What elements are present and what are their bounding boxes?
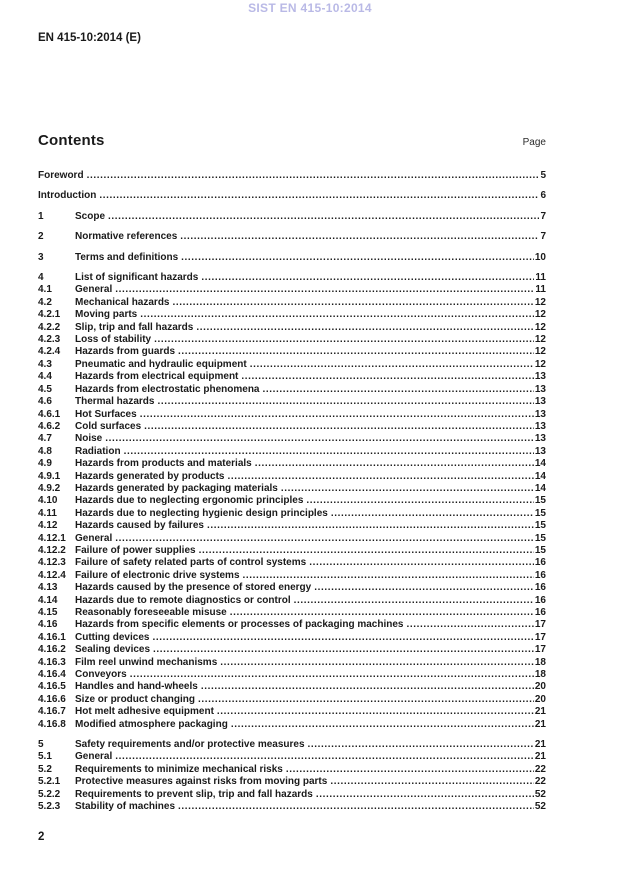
toc-entry-page: 18 bbox=[534, 656, 546, 668]
toc-entry-title: Normative references bbox=[75, 231, 178, 243]
toc-entry-number: 4.4 bbox=[38, 371, 52, 383]
toc-entry-title: General bbox=[75, 751, 113, 763]
toc-entry bbox=[38, 619, 546, 631]
toc-entry-number: 4.9 bbox=[38, 458, 52, 470]
toc-entry-number: 4.10 bbox=[38, 495, 58, 507]
toc-entry bbox=[38, 739, 546, 751]
toc-entry-number: 5.2.1 bbox=[38, 776, 61, 788]
toc-entry bbox=[38, 211, 546, 223]
dot-leader bbox=[207, 520, 534, 532]
toc-entry-title: Mechanical hazards bbox=[75, 296, 170, 308]
toc-entry-page: 7 bbox=[540, 210, 546, 222]
toc-entry bbox=[38, 359, 546, 371]
toc-entry-title: Safety requirements and/or protective measures bbox=[75, 739, 305, 751]
toc-entry bbox=[38, 789, 546, 801]
toc-entry-number: 4.16.2 bbox=[38, 644, 66, 656]
toc-entry-page: 15 bbox=[534, 532, 546, 544]
toc-entry-number: 4.1 bbox=[38, 284, 52, 296]
toc-entry bbox=[38, 520, 546, 532]
toc-entry-page: 16 bbox=[534, 594, 546, 606]
toc-entry-number: 4.9.2 bbox=[38, 482, 61, 494]
dot-leader bbox=[199, 545, 534, 557]
dot-leader bbox=[87, 170, 540, 182]
toc-entry bbox=[38, 694, 546, 706]
dot-leader bbox=[99, 190, 539, 202]
toc-entry-number: 5.1 bbox=[38, 751, 52, 763]
toc-entry-number: 4.5 bbox=[38, 383, 52, 395]
toc-entry bbox=[38, 595, 546, 607]
dot-leader bbox=[178, 346, 534, 358]
toc-entry bbox=[38, 632, 546, 644]
dot-leader bbox=[227, 471, 533, 483]
toc-entry-page: 22 bbox=[534, 776, 546, 788]
toc-entry bbox=[38, 471, 546, 483]
toc-entry-page: 13 bbox=[534, 408, 546, 420]
toc-entry bbox=[38, 309, 546, 321]
toc-entry-title: Noise bbox=[75, 433, 103, 445]
toc-entry bbox=[38, 284, 546, 296]
dot-leader bbox=[196, 322, 534, 334]
toc-entry-page: 12 bbox=[534, 309, 546, 321]
toc-list bbox=[38, 170, 546, 814]
toc-entry-number: 4.16 bbox=[38, 619, 58, 631]
toc-entry-number: 5 bbox=[38, 739, 44, 751]
toc-entry-page: 21 bbox=[534, 718, 546, 730]
dot-leader bbox=[180, 231, 539, 243]
toc-entry-number: 4.8 bbox=[38, 445, 52, 457]
contents-title: Contents bbox=[38, 132, 105, 149]
toc-entry-page: 16 bbox=[534, 569, 546, 581]
dot-leader bbox=[263, 384, 534, 396]
toc-entry-number: 4.6 bbox=[38, 396, 52, 408]
dot-leader bbox=[406, 619, 533, 631]
dot-leader bbox=[281, 483, 534, 495]
toc-entry-number: 4.16.5 bbox=[38, 681, 66, 693]
toc-entry bbox=[38, 495, 546, 507]
toc-entry-number: 5.2.3 bbox=[38, 801, 61, 813]
toc-entry-number: 4.12 bbox=[38, 520, 58, 532]
dot-leader bbox=[201, 681, 534, 693]
toc-entry-title: Moving parts bbox=[75, 309, 138, 321]
toc-entry-page: 13 bbox=[534, 371, 546, 383]
toc-entry bbox=[38, 706, 546, 718]
toc-entry bbox=[38, 764, 546, 776]
dot-leader bbox=[220, 657, 534, 669]
toc-entry bbox=[38, 801, 546, 813]
toc-entry-number: 4.15 bbox=[38, 607, 58, 618]
toc-entry-title: Failure of electronic drive systems bbox=[75, 569, 240, 581]
toc-entry-page: 14 bbox=[534, 458, 546, 470]
toc-entry-title: Hazards from products and materials bbox=[75, 458, 252, 470]
toc-entry-title: Failure of safety related parts of control systems bbox=[75, 557, 307, 569]
toc-entry-number: 4.2 bbox=[38, 296, 52, 308]
toc-entry-page: 21 bbox=[534, 739, 546, 751]
toc-entry-title: Hazards due to neglecting ergonomic principles bbox=[75, 495, 304, 507]
toc-entry bbox=[38, 409, 546, 421]
toc-entry-title: General bbox=[75, 532, 113, 544]
toc-entry-number: 4.2.2 bbox=[38, 321, 61, 333]
dot-leader bbox=[115, 751, 534, 763]
dot-leader bbox=[250, 359, 534, 371]
toc-entry-number: 1 bbox=[38, 210, 44, 222]
dot-leader bbox=[294, 595, 534, 607]
toc-entry-number: 4.12.1 bbox=[38, 532, 66, 544]
toc-entry-page: 6 bbox=[540, 190, 546, 202]
toc-entry-title: Requirements to minimize mechanical risks bbox=[75, 763, 283, 775]
toc-entry bbox=[38, 297, 546, 309]
toc-entry bbox=[38, 669, 546, 681]
toc-entry bbox=[38, 557, 546, 569]
toc-entry-title: Stability of machines bbox=[75, 801, 176, 813]
dot-leader bbox=[115, 284, 534, 296]
toc-entry bbox=[38, 384, 546, 396]
toc-entry-number: 4.16.8 bbox=[38, 718, 66, 730]
toc-entry-page: 11 bbox=[535, 284, 546, 296]
dot-leader bbox=[241, 371, 533, 383]
dot-leader bbox=[172, 297, 533, 309]
dot-leader bbox=[130, 669, 534, 681]
toc-entry-title: Size or product changing bbox=[75, 693, 196, 705]
toc-entry-title: Thermal hazards bbox=[75, 396, 155, 408]
toc-entry-page: 52 bbox=[534, 788, 546, 800]
toc-entry-number: 4.16.4 bbox=[38, 669, 66, 681]
dot-leader bbox=[201, 272, 534, 284]
dot-leader bbox=[154, 334, 534, 346]
dot-leader bbox=[306, 495, 534, 507]
toc-entry-title: Requirements to prevent slip, trip and fall hazards bbox=[75, 788, 313, 800]
toc-entry bbox=[38, 483, 546, 495]
toc-entry-title: Loss of stability bbox=[75, 334, 152, 346]
toc-entry-title: Hot Surfaces bbox=[75, 408, 137, 420]
toc-entry-page: 16 bbox=[534, 582, 546, 594]
toc-entry bbox=[38, 508, 546, 520]
dot-leader bbox=[124, 446, 534, 458]
toc-entry bbox=[38, 719, 546, 731]
toc-entry-number: 4 bbox=[38, 272, 44, 284]
dot-leader bbox=[152, 632, 533, 644]
toc-entry bbox=[38, 644, 546, 656]
toc-entry-page: 20 bbox=[534, 693, 546, 705]
dot-leader bbox=[140, 409, 534, 421]
toc-entry-number: 4.11 bbox=[38, 507, 57, 519]
toc-entry-page: 16 bbox=[534, 607, 546, 618]
dot-leader bbox=[286, 764, 534, 776]
page-column-label: Page bbox=[522, 137, 546, 148]
toc-entry-title: Hazards generated by packaging materials bbox=[75, 482, 278, 494]
dot-leader bbox=[309, 557, 534, 569]
toc-entry bbox=[38, 231, 546, 243]
dot-leader bbox=[178, 801, 534, 813]
toc-entry-title: Hazards generated by products bbox=[75, 470, 225, 482]
toc-entry bbox=[38, 458, 546, 470]
toc-entry-page: 10 bbox=[534, 251, 546, 263]
toc-entry-page: 12 bbox=[534, 321, 546, 333]
toc-entry-title: Film reel unwind mechanisms bbox=[75, 656, 218, 668]
toc-entry-title: Hazards caused by the presence of stored energy bbox=[75, 582, 312, 594]
dot-leader bbox=[314, 582, 534, 594]
dot-leader bbox=[331, 508, 534, 520]
dot-leader bbox=[217, 706, 534, 718]
toc-entry bbox=[38, 421, 546, 433]
dot-leader bbox=[198, 694, 534, 706]
toc-entry-title: Protective measures against risks from moving parts bbox=[75, 776, 328, 788]
toc-entry-number: 4.2.1 bbox=[38, 309, 61, 321]
dot-leader bbox=[255, 458, 534, 470]
toc-entry bbox=[38, 252, 546, 264]
toc-entry-title: Cold surfaces bbox=[75, 420, 142, 432]
toc-entry-title: Hazards due to remote diagnostics or control bbox=[75, 594, 291, 606]
toc-entry-title: Hazards from guards bbox=[75, 346, 176, 358]
toc-entry-number: 4.2.4 bbox=[38, 346, 61, 358]
toc-entry-title: Hazards from electrostatic phenomena bbox=[75, 383, 260, 395]
toc-entry-number: 4.12.4 bbox=[38, 569, 66, 581]
toc-entry-page: 12 bbox=[534, 296, 546, 308]
toc-entry-number: 4.3 bbox=[38, 358, 52, 370]
toc-entry-page: 12 bbox=[534, 346, 546, 358]
toc-entry bbox=[38, 657, 546, 669]
toc-entry-title: Scope bbox=[75, 210, 106, 222]
toc-entry-page: 15 bbox=[534, 544, 546, 556]
toc-entry-number: 4.12.2 bbox=[38, 544, 66, 556]
toc-entry-page: 16 bbox=[534, 557, 546, 569]
toc-entry-title: General bbox=[75, 284, 113, 296]
toc-entry-title: Pneumatic and hydraulic equipment bbox=[75, 358, 247, 370]
toc-entry-number: 4.13 bbox=[38, 582, 58, 594]
toc-entry bbox=[38, 190, 546, 202]
dot-leader bbox=[105, 433, 534, 445]
toc-entry-title: Hazards due to neglecting hygienic design principles bbox=[75, 507, 328, 519]
dot-leader bbox=[230, 607, 534, 619]
toc-entry-page: 13 bbox=[534, 420, 546, 432]
toc-entry-title: Hot melt adhesive equipment bbox=[75, 706, 214, 718]
toc-entry-number: 4.6.2 bbox=[38, 420, 61, 432]
toc-entry-title: Cutting devices bbox=[75, 631, 150, 643]
toc-entry-page: 11 bbox=[535, 272, 546, 284]
toc-entry-title: Introduction bbox=[38, 190, 97, 202]
dot-leader bbox=[115, 533, 534, 545]
dot-leader bbox=[330, 776, 534, 788]
toc-entry-title: Sealing devices bbox=[75, 644, 151, 656]
dot-leader bbox=[140, 309, 534, 321]
toc-entry-number: 4.6.1 bbox=[38, 408, 61, 420]
dot-leader bbox=[153, 644, 534, 656]
toc-entry bbox=[38, 446, 546, 458]
toc-entry bbox=[38, 751, 546, 763]
footer-page-number: 2 bbox=[38, 831, 45, 843]
toc-entry-title: Conveyors bbox=[75, 669, 127, 681]
toc-entry-number: 4.2.3 bbox=[38, 334, 61, 346]
toc-entry-title: Hazards caused by failures bbox=[75, 520, 204, 532]
toc-entry-page: 7 bbox=[540, 231, 546, 243]
toc-entry-page: 12 bbox=[534, 358, 546, 370]
dot-leader bbox=[181, 252, 534, 264]
toc-entry-number: 4.16.3 bbox=[38, 656, 66, 668]
toc-entry-title: List of significant hazards bbox=[75, 272, 199, 284]
toc-entry-page: 15 bbox=[534, 520, 546, 532]
toc-entry-page: 17 bbox=[534, 631, 546, 643]
dot-leader bbox=[108, 211, 539, 223]
toc-entry bbox=[38, 607, 546, 619]
toc-entry bbox=[38, 346, 546, 358]
toc-entry bbox=[38, 322, 546, 334]
toc-entry-title: Radiation bbox=[75, 445, 121, 457]
toc-entry-title: Modified atmosphere packaging bbox=[75, 718, 228, 730]
toc-entry-title: Failure of power supplies bbox=[75, 544, 196, 556]
toc-entry-page: 17 bbox=[534, 644, 546, 656]
toc-entry-page: 12 bbox=[534, 334, 546, 346]
toc-entry-title: Handles and hand-wheels bbox=[75, 681, 198, 693]
toc-entry-page: 21 bbox=[534, 751, 546, 763]
toc-entry-page: 52 bbox=[534, 801, 546, 813]
toc-entry-page: 5 bbox=[540, 170, 546, 181]
toc-entry bbox=[38, 433, 546, 445]
toc-entry-number: 5.2.2 bbox=[38, 788, 61, 800]
toc-entry-number: 4.9.1 bbox=[38, 470, 61, 482]
document-reference: EN 415-10:2014 (E) bbox=[38, 32, 141, 44]
toc-entry-page: 14 bbox=[534, 482, 546, 494]
toc-entry bbox=[38, 570, 546, 582]
sist-watermark: SIST EN 415-10:2014 bbox=[248, 1, 372, 15]
toc-entry bbox=[38, 170, 546, 182]
toc-entry-page: 15 bbox=[534, 495, 546, 507]
dot-leader bbox=[157, 396, 533, 408]
toc-entry-number: 4.16.6 bbox=[38, 693, 66, 705]
toc-entry-page: 13 bbox=[534, 445, 546, 457]
toc-entry-number: 4.7 bbox=[38, 433, 52, 445]
toc-entry-number: 4.12.3 bbox=[38, 557, 66, 569]
toc-entry-number: 5.2 bbox=[38, 763, 52, 775]
toc-entry-number: 2 bbox=[38, 231, 44, 243]
toc-entry-page: 20 bbox=[534, 681, 546, 693]
dot-leader bbox=[316, 789, 534, 801]
dot-leader bbox=[231, 719, 534, 731]
toc-entry-title: Hazards from electrical equipment bbox=[75, 371, 239, 383]
toc-entry-number: 3 bbox=[38, 251, 44, 263]
toc-entry-title: Slip, trip and fall hazards bbox=[75, 321, 194, 333]
contents-header bbox=[38, 132, 546, 149]
toc-entry-title: Terms and definitions bbox=[75, 251, 179, 263]
toc-entry-number: 4.14 bbox=[38, 594, 58, 606]
toc-entry-title: Reasonably foreseeable misuse bbox=[75, 607, 227, 618]
toc-entry bbox=[38, 272, 546, 284]
toc-entry bbox=[38, 533, 546, 545]
toc-entry-page: 14 bbox=[534, 470, 546, 482]
toc-entry-page: 17 bbox=[534, 619, 546, 631]
toc-entry-page: 22 bbox=[534, 763, 546, 775]
toc-entry bbox=[38, 681, 546, 693]
toc-entry bbox=[38, 371, 546, 383]
toc-entry-page: 13 bbox=[534, 396, 546, 408]
dot-leader bbox=[308, 739, 534, 751]
toc-entry-number: 4.16.7 bbox=[38, 706, 66, 718]
toc-entry-page: 18 bbox=[534, 669, 546, 681]
toc-entry-title: Hazards from specific elements or processes of packaging machines bbox=[75, 619, 404, 631]
toc-entry-page: 15 bbox=[534, 507, 546, 519]
toc-entry-page: 13 bbox=[534, 383, 546, 395]
toc-entry bbox=[38, 776, 546, 788]
toc-entry-number: 4.16.1 bbox=[38, 631, 66, 643]
toc-entry bbox=[38, 545, 546, 557]
toc-entry bbox=[38, 582, 546, 594]
toc-entry-page: 21 bbox=[534, 706, 546, 718]
toc-entry-title: Foreword bbox=[38, 170, 84, 181]
toc-entry-page: 13 bbox=[534, 433, 546, 445]
toc-entry bbox=[38, 334, 546, 346]
dot-leader bbox=[144, 421, 534, 433]
toc-entry bbox=[38, 396, 546, 408]
dot-leader bbox=[243, 570, 534, 582]
